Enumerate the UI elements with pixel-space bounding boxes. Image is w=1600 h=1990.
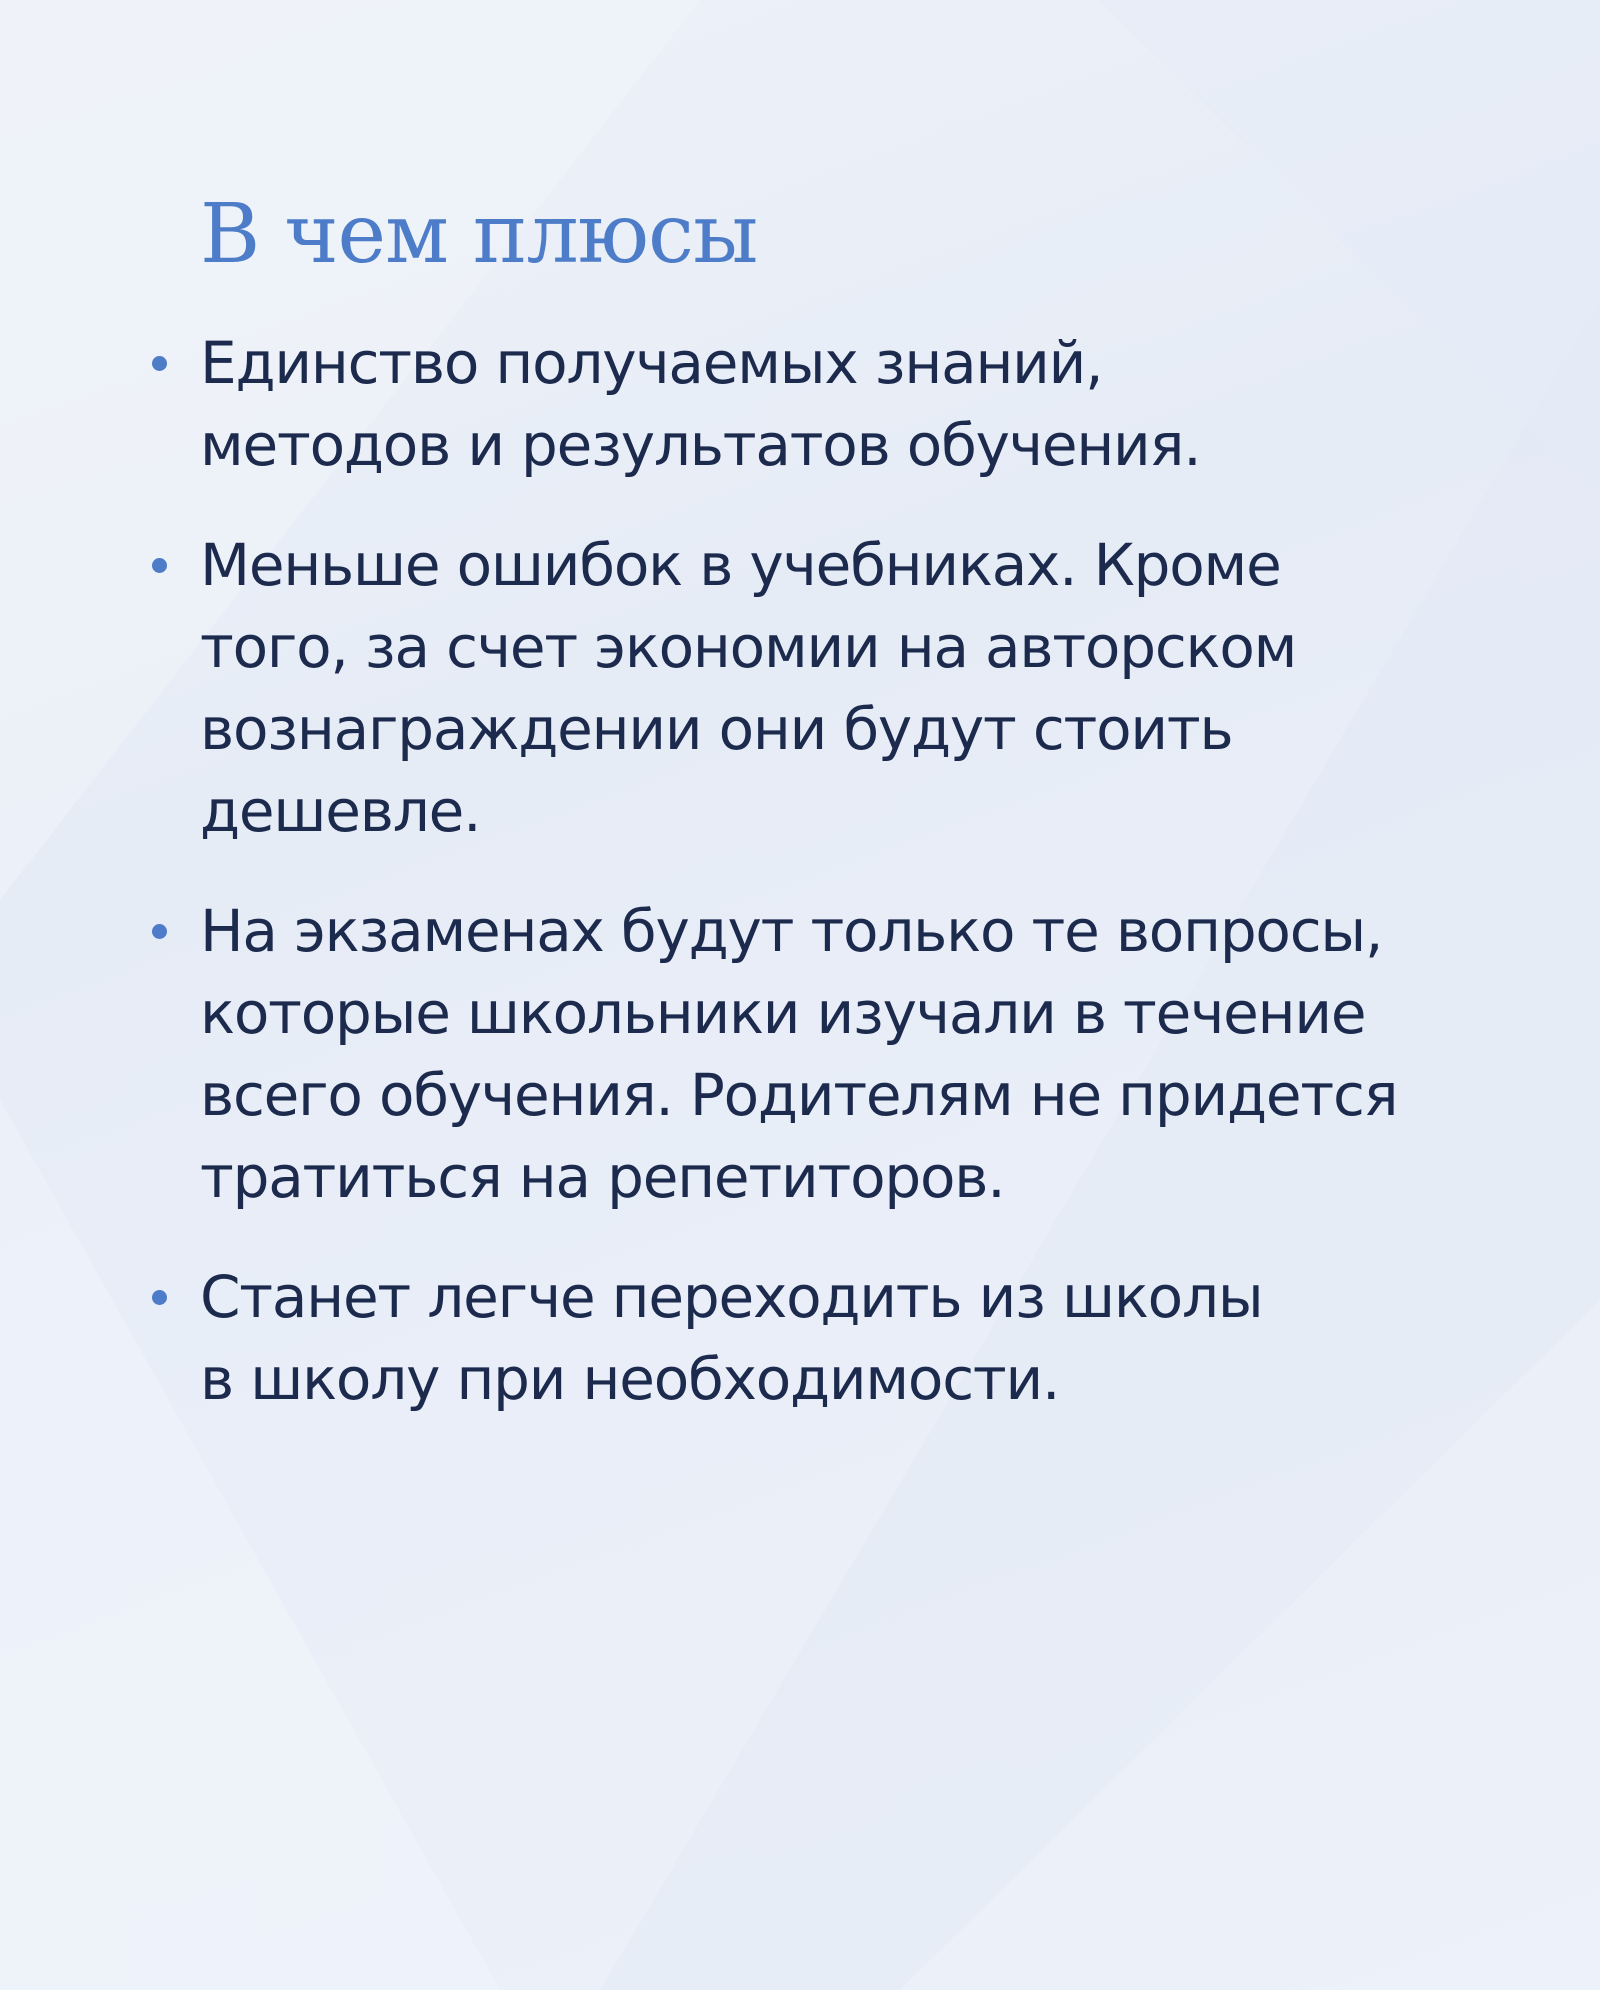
text-line: которые школьники изучали в течение	[200, 979, 1366, 1047]
text-line: На экзаменах будут только те вопросы,	[200, 897, 1383, 965]
bullet-dot-icon	[152, 924, 167, 939]
list-item	[150, 1256, 1480, 1420]
list-item	[150, 890, 1480, 1218]
text-line: того, за счет экономии на авторском	[200, 613, 1297, 681]
text-line: в школу при необходимости.	[200, 1345, 1060, 1413]
benefits-list	[150, 322, 1480, 1458]
bullet-dot-icon	[152, 558, 167, 573]
text-line: Меньше ошибок в учебниках. Кроме	[200, 531, 1281, 599]
text-line: Единство получаемых знаний,	[200, 329, 1103, 397]
list-item	[150, 322, 1480, 486]
text-line: вознаграждении они будут стоить	[200, 695, 1233, 763]
list-item-text	[200, 524, 1480, 852]
text-line: тратиться на репетиторов.	[200, 1143, 1005, 1211]
list-item-text	[200, 890, 1480, 1218]
text-line: Станет легче переходить из школы	[200, 1263, 1263, 1331]
bullet-dot-icon	[152, 356, 167, 371]
page-title: В чем плюсы	[200, 187, 758, 282]
list-item-text	[200, 1256, 1480, 1420]
text-line: методов и результатов обучения.	[200, 411, 1201, 479]
list-item	[150, 524, 1480, 852]
bullet-dot-icon	[152, 1290, 167, 1305]
list-item-text	[200, 322, 1480, 486]
text-line: всего обучения. Родителям не придется	[200, 1061, 1398, 1129]
text-line: дешевле.	[200, 777, 481, 845]
